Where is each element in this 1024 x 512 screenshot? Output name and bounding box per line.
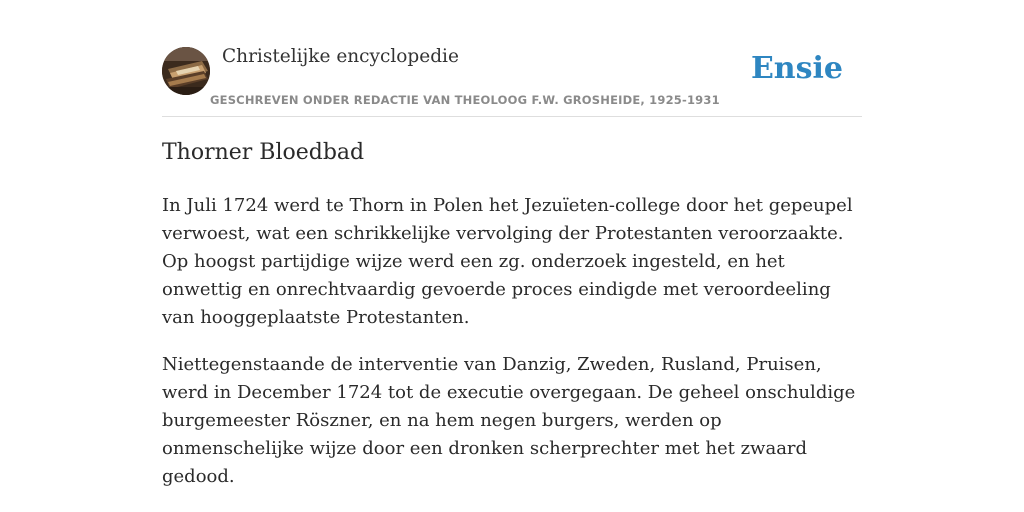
article-paragraph: In Juli 1724 werd te Thorn in Polen het Jezuïeten-college door het gepeupel verwoest, wat een schrikkelijke vervolging der Protestanten veroorzaakte. Op hoogst partijdige wijze werd een zg. onderzoek ingesteld, en het onwettig en onrechtvaardig gevoerde proces eindigde met veroordeeling van hooggeplaatste Protestanten. <box>162 195 853 328</box>
article-paragraph: Niettegenstaande de interventie van Danzig, Zweden, Rusland, Pruisen, werd in December 1724 tot de executie overgegaan. De geheel onschuldige burgemeester Röszner, en na hem negen burgers, werden op onmenschelijke wijze door een dronken scherprechter met het zwaard gedood. <box>162 354 856 487</box>
site-subtitle: GESCHREVEN ONDER REDACTIE VAN THEOLOOG F.W. GROSHEIDE, 1925-1931 <box>210 93 720 107</box>
article-title: Thorner Bloedbad <box>162 140 365 165</box>
ensie-logo-link[interactable]: Ensie <box>750 51 843 86</box>
site-header <box>162 0 862 117</box>
book-stack-photo-icon[interactable] <box>162 47 210 95</box>
site-title[interactable]: Christelijke encyclopedie <box>222 46 459 67</box>
page-container <box>162 0 862 487</box>
